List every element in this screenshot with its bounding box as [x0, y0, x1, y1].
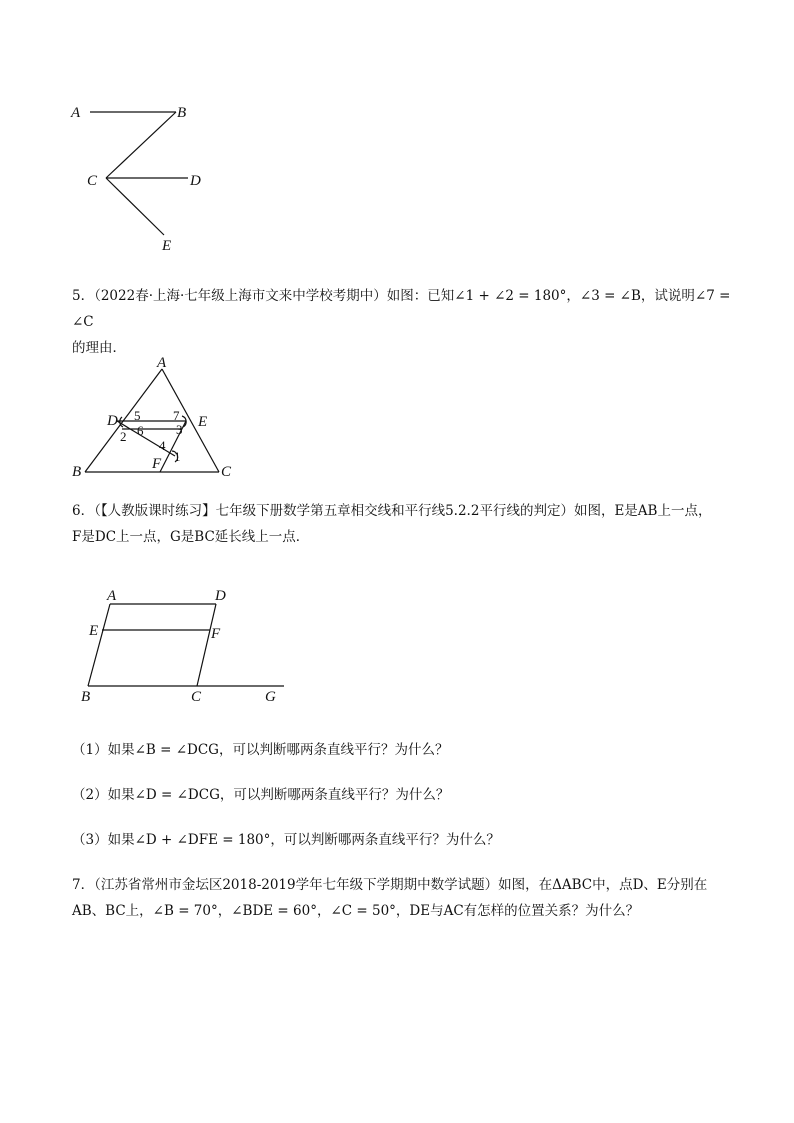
question-6-line-1: 6．（【人教版课时练习】七年级下册数学第五章相交线和平行线5.2.2平行线的判定）如图，E是AB上一点， — [72, 503, 712, 519]
question-7-line-2: AB、BC上，∠B = 70°，∠BDE = 60°，∠C = 50°，DE与AC有怎样的位置关系？为什么？ — [72, 903, 640, 919]
figure-3-parallelogram — [75, 585, 295, 710]
angle-5: 5 — [134, 408, 141, 423]
side-dc — [197, 604, 216, 686]
question-6-sub-1: （1）如果∠B = ∠DCG，可以判断哪两条直线平行？为什么？ — [72, 742, 449, 758]
label-b: B — [72, 464, 82, 480]
label-a: A — [107, 588, 117, 604]
question-6 — [72, 498, 732, 550]
label-a: A — [157, 355, 167, 371]
question-6-line-2: F是DC上一点，G是BC延长线上一点． — [72, 529, 310, 545]
figure-1-rays — [60, 95, 220, 260]
label-e: E — [198, 414, 208, 430]
question-5 — [72, 283, 732, 361]
question-6-sub-2: （2）如果∠D = ∠DCG，可以判断哪两条直线平行？为什么？ — [72, 787, 450, 803]
label-c: C — [87, 173, 98, 189]
question-7-line-1: 7．（江苏省常州市金坛区2018-2019学年七年级下学期期中数学试题）如图，在ΔABC中，点D、E分别在 — [72, 877, 708, 893]
ray-ce — [106, 178, 164, 235]
label-d: D — [215, 588, 226, 604]
label-c: C — [191, 689, 202, 705]
angle-1: 1 — [174, 449, 181, 464]
label-e: E — [89, 623, 99, 639]
figure-2-triangle — [65, 355, 245, 480]
angle-6: 6 — [137, 423, 144, 438]
question-5-line-2: 的理由． — [72, 340, 126, 356]
label-c: C — [221, 464, 232, 480]
angle-3: 3 — [176, 422, 183, 437]
label-e: E — [162, 238, 172, 254]
angle-2: 2 — [120, 429, 127, 444]
label-d: D — [190, 173, 201, 189]
question-5-line-1: 5．（2022春·上海·七年级上海市文来中学校考期中）如图：已知∠1 + ∠2 = 180°，∠3 = ∠B，试说明∠7 = ∠C — [72, 288, 731, 330]
label-b: B — [81, 689, 91, 705]
label-f: F — [152, 456, 162, 472]
side-ab — [88, 604, 110, 686]
angle-4: 4 — [159, 438, 166, 453]
label-g: G — [265, 689, 276, 705]
question-7 — [72, 872, 732, 924]
label-f: F — [211, 626, 221, 642]
label-a: A — [71, 105, 81, 121]
label-b: B — [177, 105, 187, 121]
angle-7: 7 — [173, 408, 180, 423]
segment-bc — [106, 112, 176, 178]
question-6-sub-3: （3）如果∠D + ∠DFE = 180°，可以判断哪两条直线平行？为什么？ — [72, 832, 500, 848]
label-d: D — [107, 413, 118, 429]
